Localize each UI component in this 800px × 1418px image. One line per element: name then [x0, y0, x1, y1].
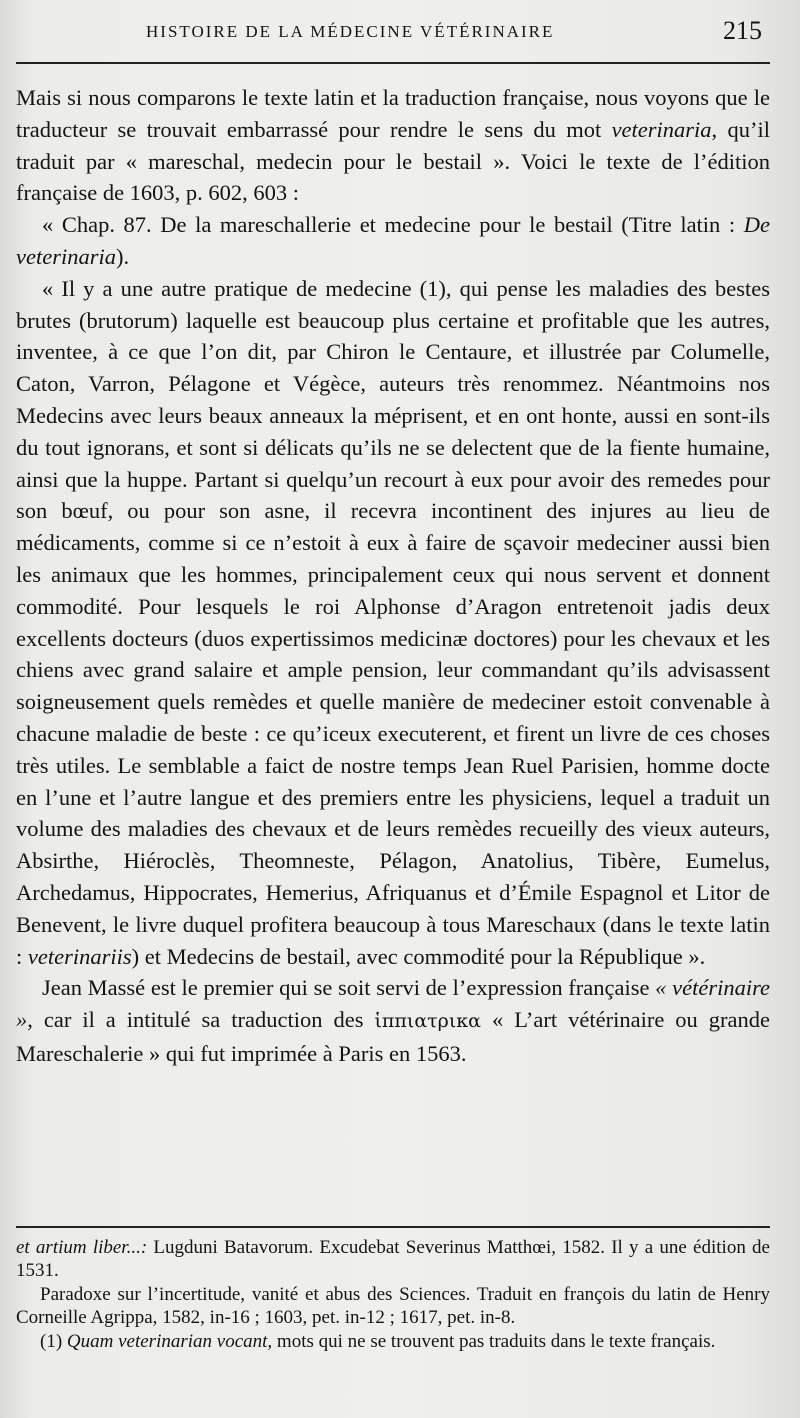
paragraph-1 [16, 82, 770, 209]
italic-run: et artium liber...: [16, 1237, 148, 1258]
text-run: « Il y a une autre pratique de medecine (1), qui pense les maladies des bestes brutes (brutorum) laquelle est beaucoup plus certaine et profitable que les autres, inventee, à ce que l’on dit, par Chiron le Centaure, et illustrée par Columelle, Caton, Varron, Pélagone et Végèce, auteurs très renommez. Néantmoins nos Medecins avec leurs beaux anneaux la méprisent, et en ont honte, aussi en sont-ils du tout ignorans, et sont si délicats qu’ils ne se delectent que de la fiente humaine, ainsi que la huppe. Partant si quelqu’un recourt à eux pour avoir des remedes pour son bœuf, ou pour son asne, il recevra incontinent des injures au lieu de médicaments, comme si ce n’estoit à eux à faire de sçavoir medeciner aussi bien les animaux que les hommes, principalement ceux qui nous servent et donnent commodité. Pour lesquels le roi Alphonse d’Aragon entretenoit jadis deux excellents docteurs (duos expertissimos medicinæ doctores) pour les chevaux et les chiens avec grand salaire et ample pension, leur commandant qu’ils advisassent soigneusement quels remèdes et quelle manière de medeciner estoit convenable à chacune maladie de beste : ce qu’iceux executerent, et firent un livre de ces choses très utiles. Le semblable a faict de nostre temps Jean Ruel Parisien, homme docte en l’une et l’autre langue et des premiers entre les physiciens, lequel a traduit un volume des maladies des chevaux et de leurs remèdes recueilly des vieux auteurs, Absirthe, Hiéroclès, Theomneste, Pélagon, Anatolius, Tibère, Eumelus, Archedamus, Hippocrates, Hemerius, Afriquanus et d’Émile Espagnol et Litor de Benevent, le livre duquel profitera beaucoup à tous Mareschaux (dans le texte latin : [16, 275, 770, 969]
paragraph-2 [16, 209, 770, 273]
italic-run: veterinaria [611, 116, 712, 142]
page-header [16, 14, 772, 54]
text-run: Lugduni Batavorum. Excudebat Severinus Matthœi, 1582. Il y a une édition de 1531. [16, 1237, 770, 1282]
footnote-1 [16, 1330, 770, 1353]
italic-run: Quam veterinarian vocant, [66, 1330, 273, 1352]
paragraph-4 [16, 972, 770, 1069]
text-run: , car il a intitulé sa traduction des [27, 1007, 375, 1033]
italic-run: De veterinaria [16, 212, 770, 269]
footnote-continuation [16, 1236, 770, 1283]
text-run: mots qui ne se trouvent pas traduits dans le texte français. [272, 1330, 716, 1352]
text-run: « Chap. 87. De la mareschallerie et medecine pour le bestail (Titre latin : [42, 212, 744, 238]
text-run: , qu’il traduit par « mareschal, medecin pour le bestail ». Voici le texte de l’édition française de 1603, p. 602, 603 : [16, 116, 770, 206]
text-run: ) et Medecins de bestail, avec commodité pour la République ». [131, 943, 706, 969]
header-rule [16, 62, 770, 64]
body-text [16, 82, 770, 1070]
text-run: (1) [40, 1330, 67, 1352]
text-run: Jean Massé est le premier qui se soit servi de l’expression française [42, 975, 656, 1001]
paragraph-3-quotation [16, 273, 770, 973]
text-run: Paradoxe sur l’incertitude, vanité et abus des Sciences. Traduit en françois du latin de Henry Corneille Agrippa, 1582, in-16 ; 1603, pet. in-12 ; 1617, pet. in-8. [16, 1283, 770, 1329]
text-run: ). [115, 243, 130, 269]
running-head: HISTOIRE DE LA MÉDECINE VÉTÉRINAIRE [146, 22, 555, 41]
text-run: « L’art vétérinaire ou grande Mareschalerie » qui fut imprimée à Paris en 1563. [16, 1007, 770, 1066]
page-number: 215 [723, 16, 762, 45]
footnote-paradoxe [16, 1283, 770, 1330]
footnote-rule [16, 1226, 770, 1228]
footnotes [16, 1236, 770, 1353]
text-run: Mais si nous comparons le texte latin et la traduction française, nous voyons que le traducteur se trouvait embarrassé pour rendre le sens du mot [16, 85, 770, 142]
greek-word: ἱππιατρικα [374, 1010, 481, 1033]
italic-run: « vétérinaire » [16, 975, 770, 1033]
italic-run: veterinariis [27, 943, 132, 969]
